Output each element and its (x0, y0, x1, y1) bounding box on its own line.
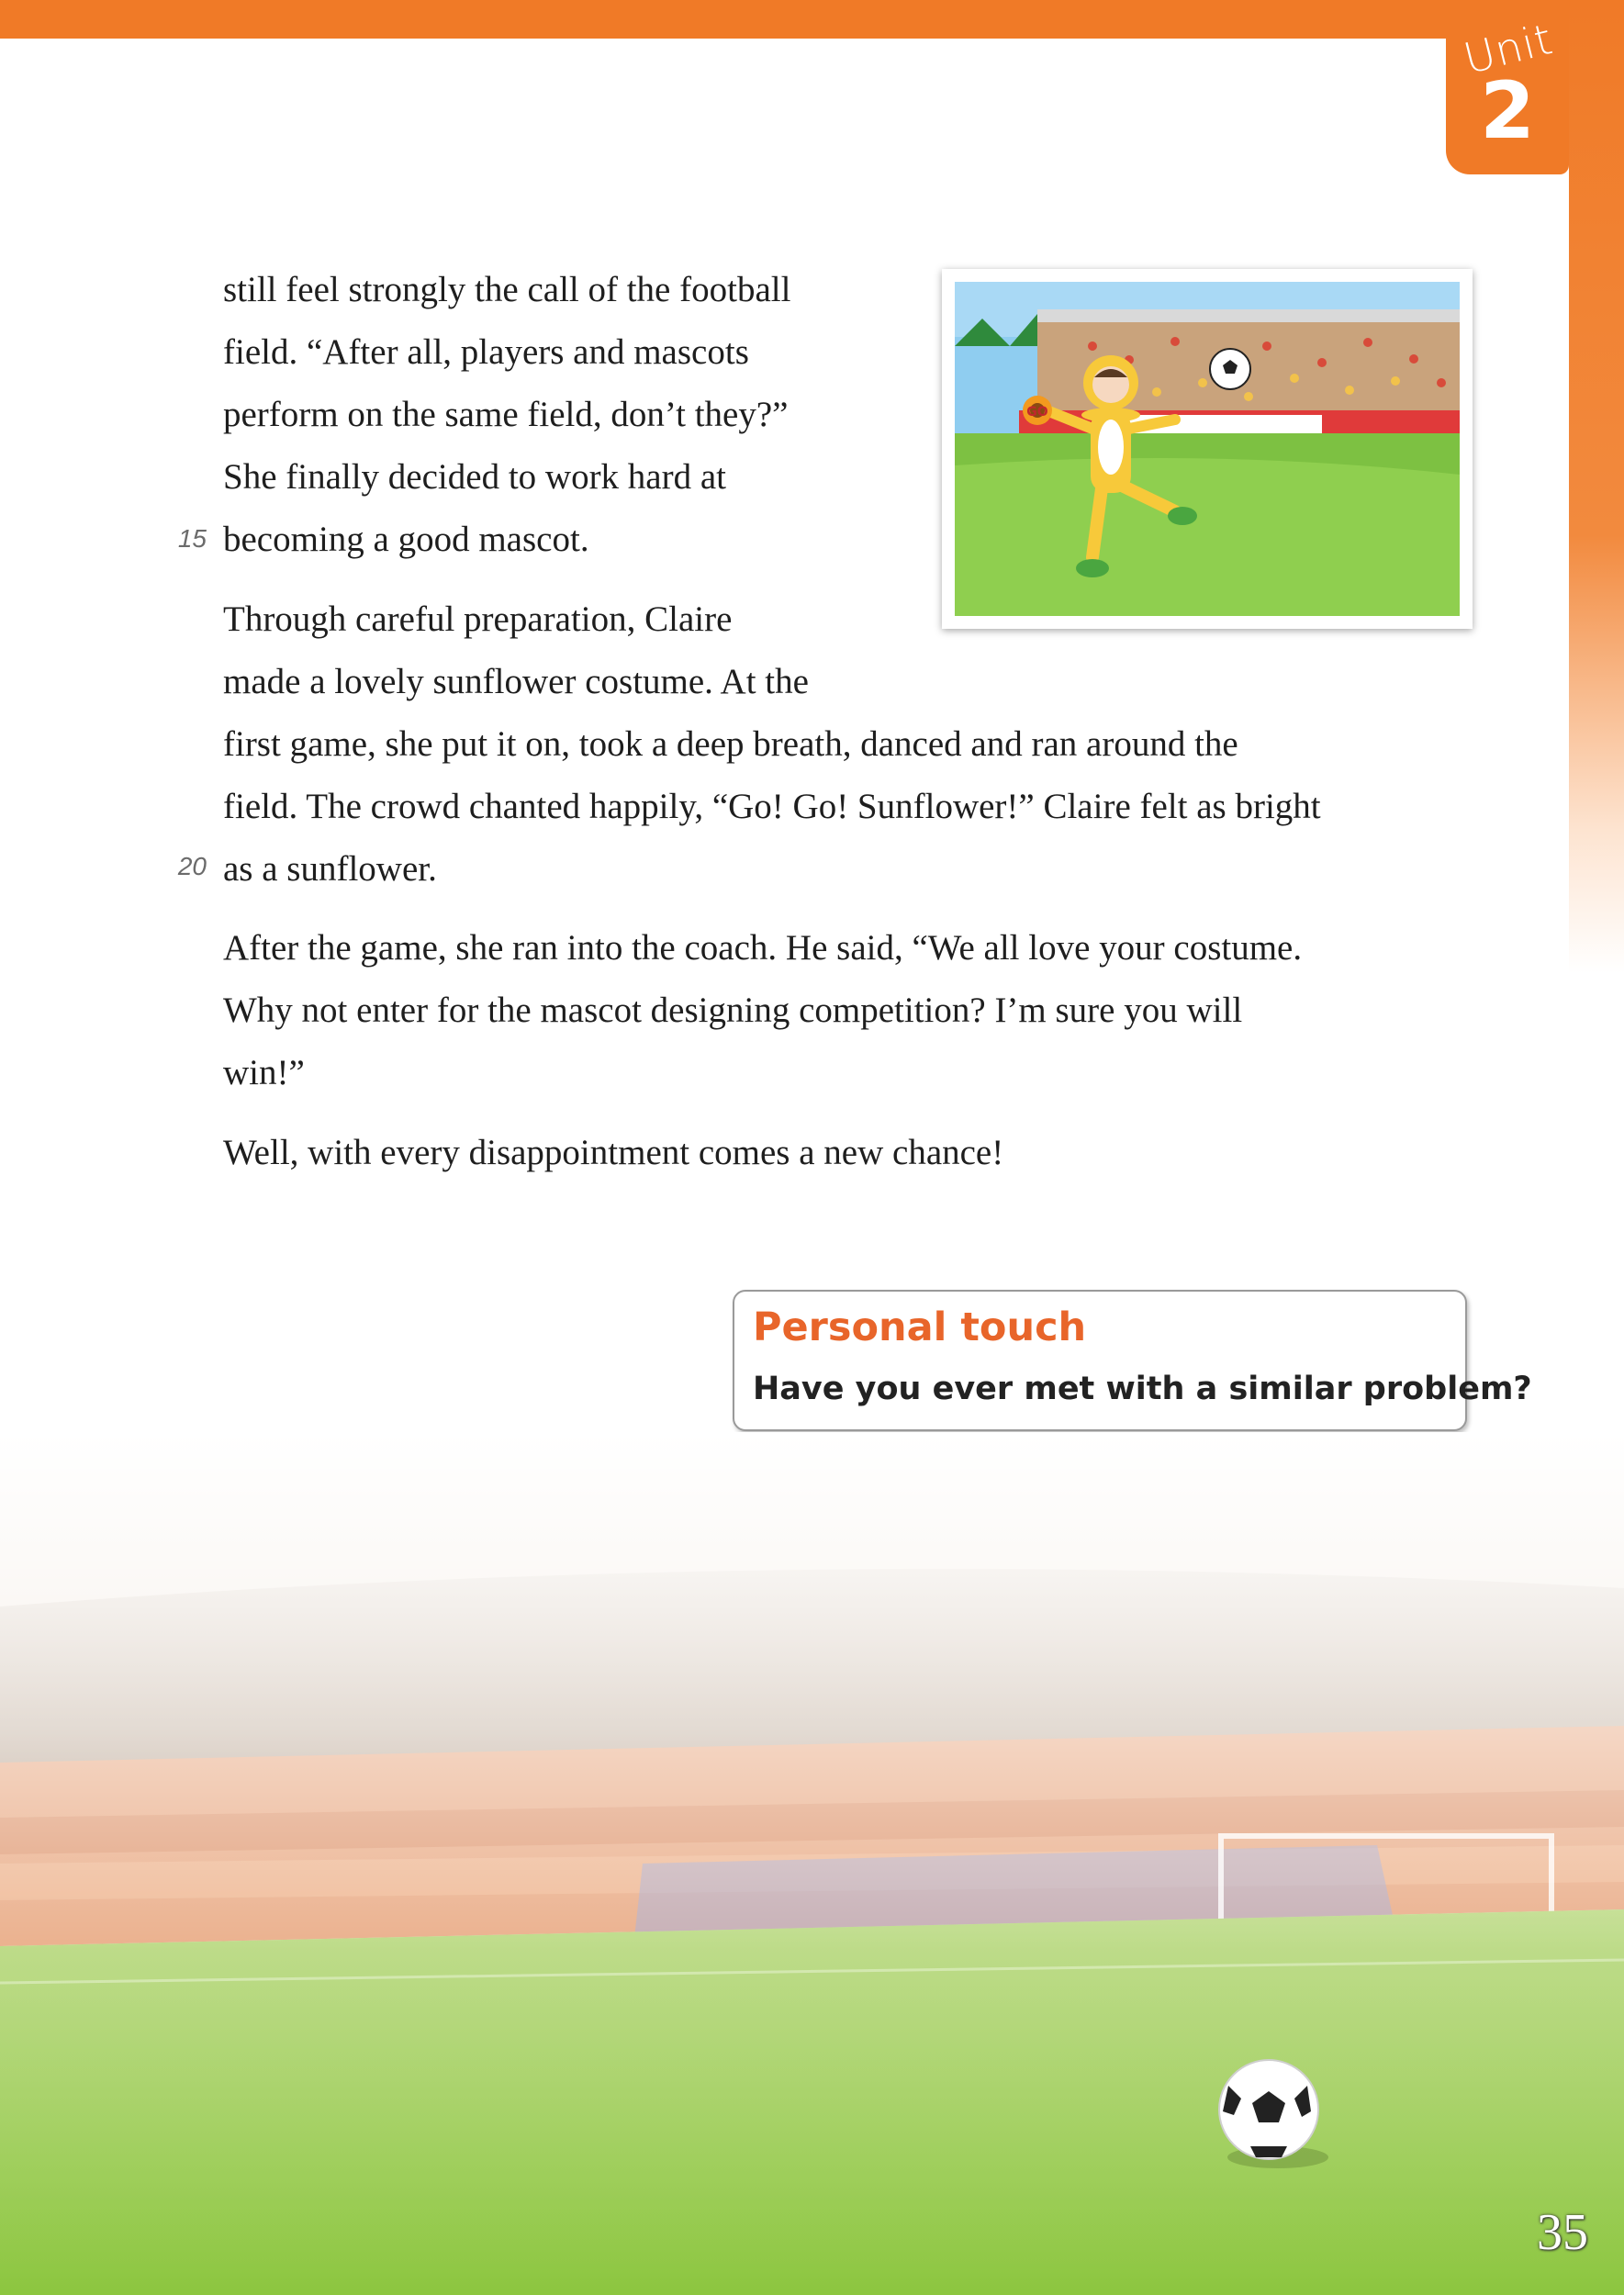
text-line: as a sunflower. (223, 849, 437, 889)
text-line: perform on the same field, don’t they?” (223, 395, 789, 434)
text-line: made a lovely sunflower costume. At the (223, 662, 809, 701)
page-number: 35 (1537, 2204, 1588, 2261)
text-line: first game, she put it on, took a deep breath, danced and ran around the (223, 724, 1238, 764)
unit-number: 2 (1480, 65, 1535, 157)
text-line: win!” (223, 1053, 305, 1092)
personal-touch-box (733, 1290, 1532, 1431)
line-number-15: 15 (177, 524, 207, 553)
flower-label: GO (1026, 405, 1048, 420)
text-line: Through careful preparation, Claire (223, 599, 733, 639)
story-paragraph-1 (223, 259, 790, 571)
side-orange-bar (1569, 0, 1624, 973)
text-line: She finally decided to work hard at (223, 457, 726, 497)
mascot-illustration (942, 269, 1473, 629)
text-line: After the game, she ran into the coach. He said, “We all love your costume. (223, 928, 1303, 968)
stadium-background (0, 1432, 1624, 2295)
story-paragraph-4 (223, 1122, 1003, 1184)
text-line: field. The crowd chanted happily, “Go! Go! Sunflower!” Claire felt as bright (223, 787, 1321, 826)
personal-touch-question: Have you ever met with a similar problem? (753, 1371, 1532, 1407)
line-number-20: 20 (177, 852, 207, 880)
text-line: still feel strongly the call of the football (223, 270, 791, 309)
personal-touch-title: Personal touch (753, 1304, 1087, 1350)
unit-tab (1446, 0, 1569, 174)
text-line: Why not enter for the mascot designing competition? I’m sure you will (223, 991, 1243, 1030)
story-paragraph-3 (223, 917, 1302, 1104)
text-line: field. “After all, players and mascots (223, 332, 749, 372)
mascot-scene (955, 282, 1460, 616)
unit-label: Unit (1459, 13, 1558, 84)
text-line: becoming a good mascot. (223, 520, 589, 559)
text-line: Well, with every disappointment comes a new chance! (223, 1133, 1004, 1172)
story-paragraph-2 (223, 588, 1321, 901)
top-orange-bar (0, 0, 1624, 39)
